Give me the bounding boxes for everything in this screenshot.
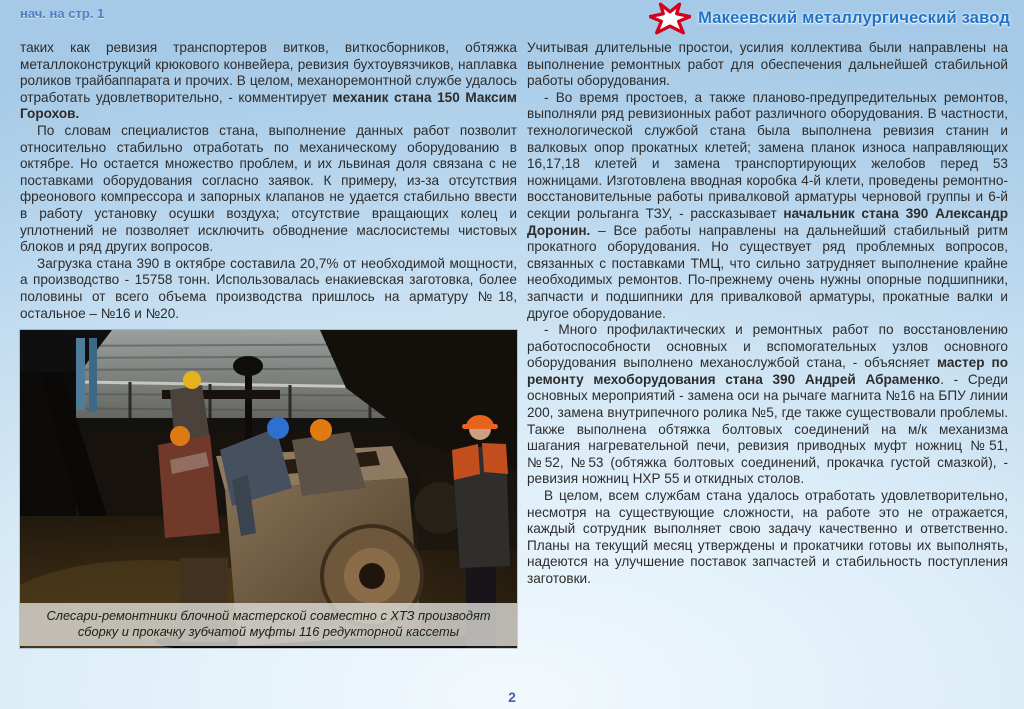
paragraph-text: – Все работы направлены на дальнейший стабильный ритм прокатного оборудования. Но существует ряд проблемных вопросов, связанных с поставками ТМЦ, что сильно затрудняет выполнение крайне необходимых ремонтов. По-прежнему очень нужны опорные подшипники, запчасти и подшипники для привалковой арматуры, прокатные валки и другое оборудование. <box>527 222 1008 321</box>
highlighted-name-text: начальник стана 390 Александр Доронин. <box>527 205 1008 238</box>
photo-caption-line1: Слесари-ремонтники блочной мастерской совместно с ХТЗ производят <box>46 608 491 624</box>
right-column <box>527 40 1008 648</box>
paragraph-text: таких как ревизия транспортеров витков, виткосборников, обтяжка металлоконструкций крюкового конвейера, ревизия бухтоувязчиков, наплавка роликов трайбаппарата и прочих. В целом, механоремонтной службе удалось отработать удовлетворительно, - комментирует <box>20 40 517 105</box>
continued-from-label: нач. на стр. 1 <box>20 6 105 21</box>
paragraph-text: - Много профилактических и ремонтных работ по восстановлению работоспособности основных и вспомогательных узлов основного оборудования выполнено механослужбой стана, - объясняет <box>527 322 1008 371</box>
article-paragraph <box>20 40 517 123</box>
paragraph-text: По словам специалистов стана, выполнение данных работ позволит относительно стабильно отработать по механическому оборудованию в октябре. Но остается множество проблем, и их львиная доля связана с не поставками оборудования согласно заявок. К примеру, из-за отсутствия фреонового компрессора и запорных клапанов не удается стабильно ввести в работу установку осушки воздуха; отсутствие вращающих колец и уплотнений не позволяет исключить обводнение маслосистемы чистовых блоков и ряд других вопросов. <box>20 122 517 255</box>
article-paragraph <box>20 123 517 256</box>
brand-title: Макеевский металлургический завод <box>698 9 1010 27</box>
brand-header <box>649 2 1010 35</box>
article-columns <box>20 40 1008 648</box>
page-number: 2 <box>508 689 516 705</box>
factory-star-logo-icon <box>649 2 691 35</box>
article-paragraph <box>527 488 1008 588</box>
paragraph-text: В целом, всем службам стана удалось отработать удовлетворительно, несмотря на существующие сложности, на работе это не отражается, каждый сотрудник выполняет свою задачу качественно и ответственно. Планы на текущий месяц утверждены и прокатчики готовы их выполнять, надеются на улучшение поставок запчастей и стабильность поступления заготовки. <box>527 488 1008 586</box>
highlighted-name-text: механик стана 150 Максим Горохов. <box>20 89 517 122</box>
paragraph-text: Учитывая длительные простои, усилия коллектива были направлены на выполнение ремонтных работ для обеспечения дальнейшей стабильной работы оборудования. <box>527 40 1008 89</box>
photo <box>20 330 517 648</box>
article-paragraph <box>527 322 1008 488</box>
left-column <box>20 40 517 648</box>
photo-caption-line2: сборку и прокачку зубчатой муфты 116 редукторной кассеты <box>77 624 460 640</box>
paragraph-text: - Во время простоев, а также планово-предупредительных ремонтов, выполняли ряд ревизионных работ различного оборудования. В частности, технологической службой стана была выполнена ревизия станин и валковых опор прокатных клетей; замена планок износа направляющих 16,17,18 клетей и замена транспортирующих желобов перед 53 ножницами. Изготовлена вводная коробка 4-й клети, проведены ремонтно-восстановительные работы привалковой арматуры черновой группы и 6-й секции рольганга ТЗУ, - рассказывает <box>527 89 1008 221</box>
photo-caption <box>20 603 517 646</box>
photo-illustration <box>20 330 517 648</box>
article-paragraph <box>527 40 1008 90</box>
highlighted-name-text: мастер по ремонту мехоборудования стана 390 Андрей Абраменко <box>527 355 1008 387</box>
paragraph-text: . - Среди основных мероприятий - замена оси на рычаге магнита №16 на БПУ линии 200, замена внутрипечного ролика №5, где также существовали проблемы. Также выполнена обтяжка болтовых соединений на м/к механизма шагания нагревательной печи, ревизия приводных муфт ножниц №51, №52, №53 (обтяжка болтовых соединений, прокачка густой смазкой), - ревизия ножниц НХР 55 и откидных столов. <box>527 371 1008 487</box>
right-column-text <box>527 40 1008 588</box>
article-paragraph <box>527 90 1008 322</box>
left-column-text <box>20 40 517 322</box>
paragraph-text: Загрузка стана 390 в октябре составила 20,7% от необходимой мощности, а производство - 15758 тонн. Использовалась енакиевская заготовка, более половины от всего объема производства пришлось на арматуру №18, остальное – №16 и №20. <box>20 255 517 321</box>
article-paragraph <box>20 256 517 322</box>
